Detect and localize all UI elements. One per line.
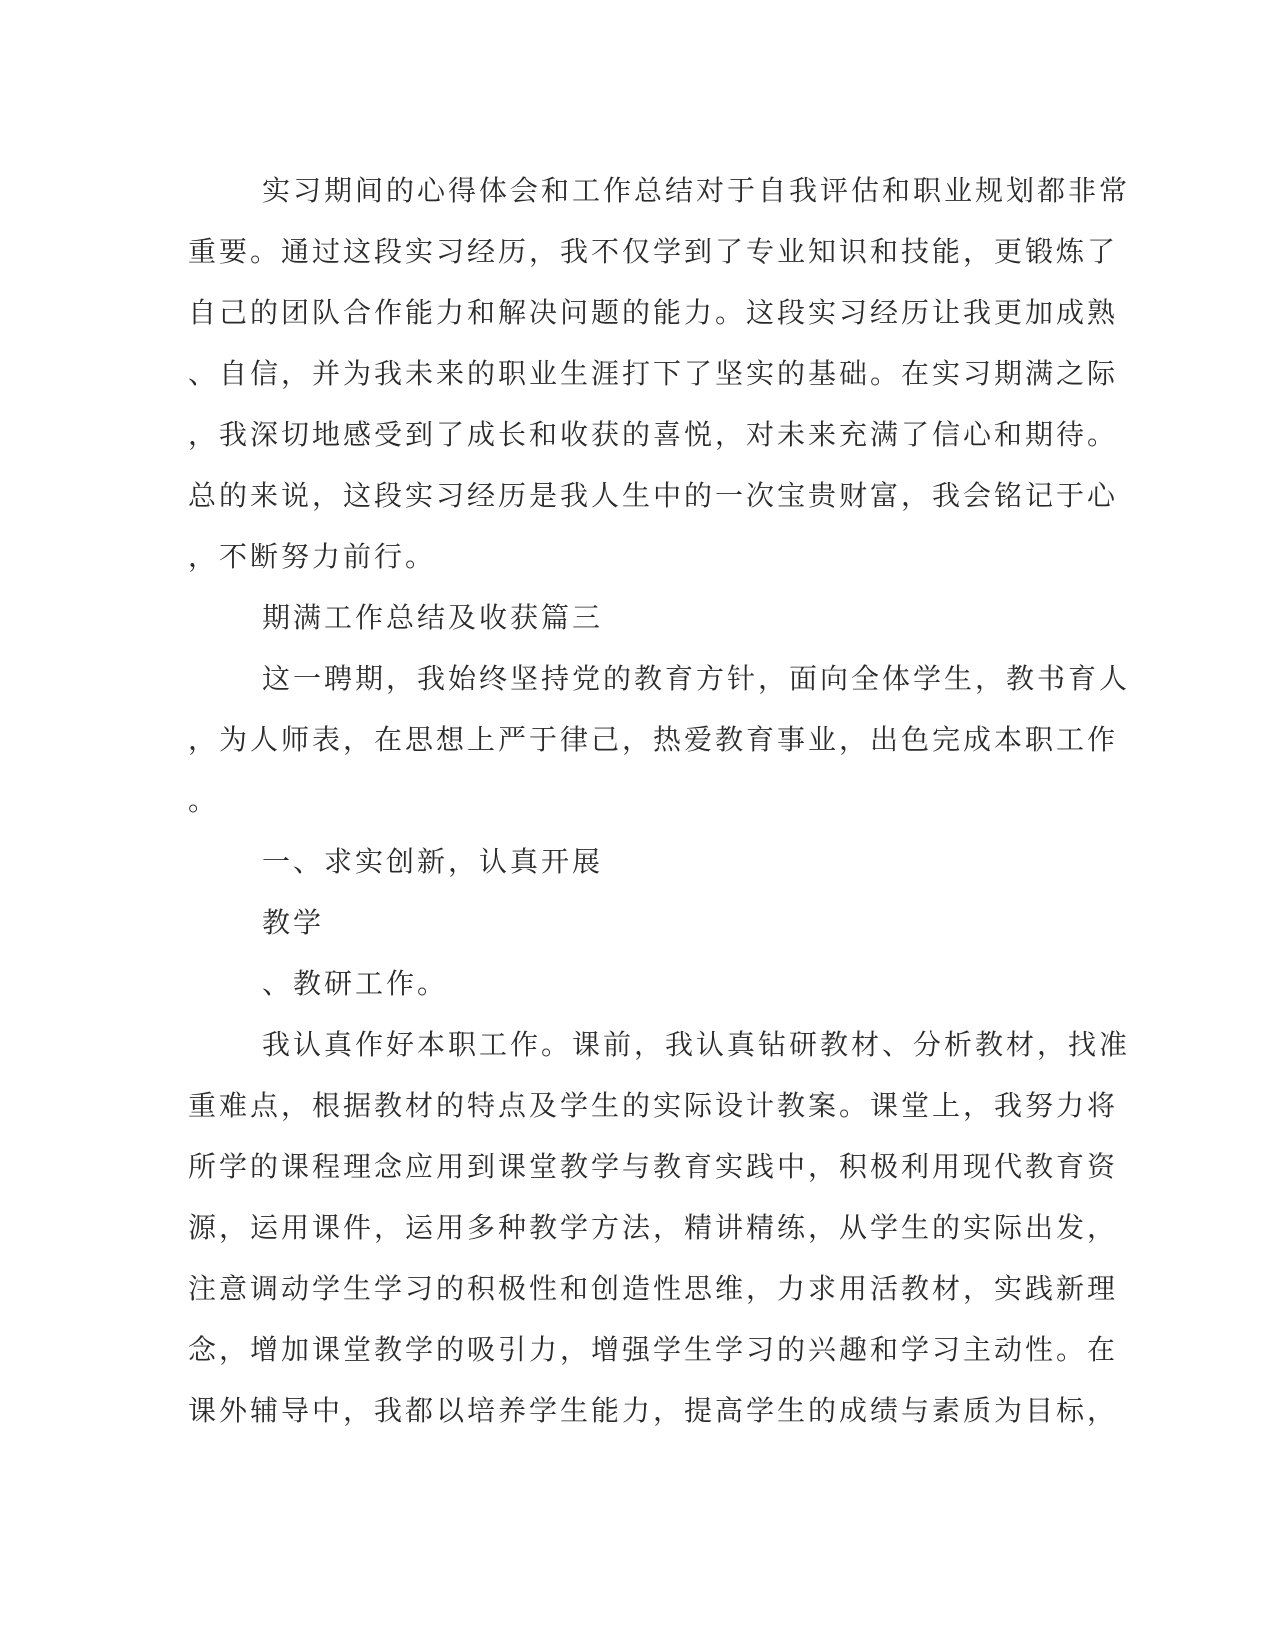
section-heading: 期满工作总结及收获篇三 xyxy=(262,601,604,634)
subsection-heading: 、教研工作。 xyxy=(262,967,449,1000)
paragraph-line: 所学的课程理念应用到课堂教学与教育实践中，积极利用现代教育资 xyxy=(188,1150,1119,1183)
body-text xyxy=(188,160,1131,1441)
paragraph-line: 自己的团队合作能力和解决问题的能力。这段实习经历让我更加成熟 xyxy=(188,296,1119,329)
paragraph-line: 重难点，根据教材的特点及学生的实际设计教案。课堂上，我努力将 xyxy=(188,1089,1119,1122)
paragraph-line: 我认真作好本职工作。课前，我认真钻研教材、分析教材，找准 xyxy=(262,1028,1131,1061)
paragraph-line: 。 xyxy=(188,784,220,817)
subsection-heading: 一、求实创新，认真开展 xyxy=(262,845,604,878)
paragraph-line: ，不断努力前行。 xyxy=(188,540,437,573)
paragraph-line: 这一聘期，我始终坚持党的教育方针，面向全体学生，教书育人 xyxy=(262,662,1131,695)
paragraph-line: 念，增加课堂教学的吸引力，增强学生学习的兴趣和学习主动性。在 xyxy=(188,1333,1119,1366)
paragraph-line: 课外辅导中，我都以培养学生能力，提高学生的成绩与素质为目标， xyxy=(188,1394,1119,1427)
paragraph-line: 、自信，并为我未来的职业生涯打下了坚实的基础。在实习期满之际 xyxy=(188,357,1119,390)
paragraph-line: ，为人师表，在思想上严于律己，热爱教育事业，出色完成本职工作 xyxy=(188,723,1119,756)
subsection-heading: 教学 xyxy=(262,906,325,939)
paragraph-line: 注意调动学生学习的积极性和创造性思维，力求用活教材，实践新理 xyxy=(188,1272,1119,1305)
paragraph-line: 总的来说，这段实习经历是我人生中的一次宝贵财富，我会铭记于心 xyxy=(188,479,1119,512)
paragraph-line: 源，运用课件，运用多种教学方法，精讲精练，从学生的实际出发， xyxy=(188,1211,1119,1244)
paragraph-line: 重要。通过这段实习经历，我不仅学到了专业知识和技能，更锻炼了 xyxy=(188,235,1119,268)
paragraph-line: 实习期间的心得体会和工作总结对于自我评估和职业规划都非常 xyxy=(262,174,1131,207)
paragraph-line: ，我深切地感受到了成长和收获的喜悦，对未来充满了信心和期待。 xyxy=(188,418,1119,451)
